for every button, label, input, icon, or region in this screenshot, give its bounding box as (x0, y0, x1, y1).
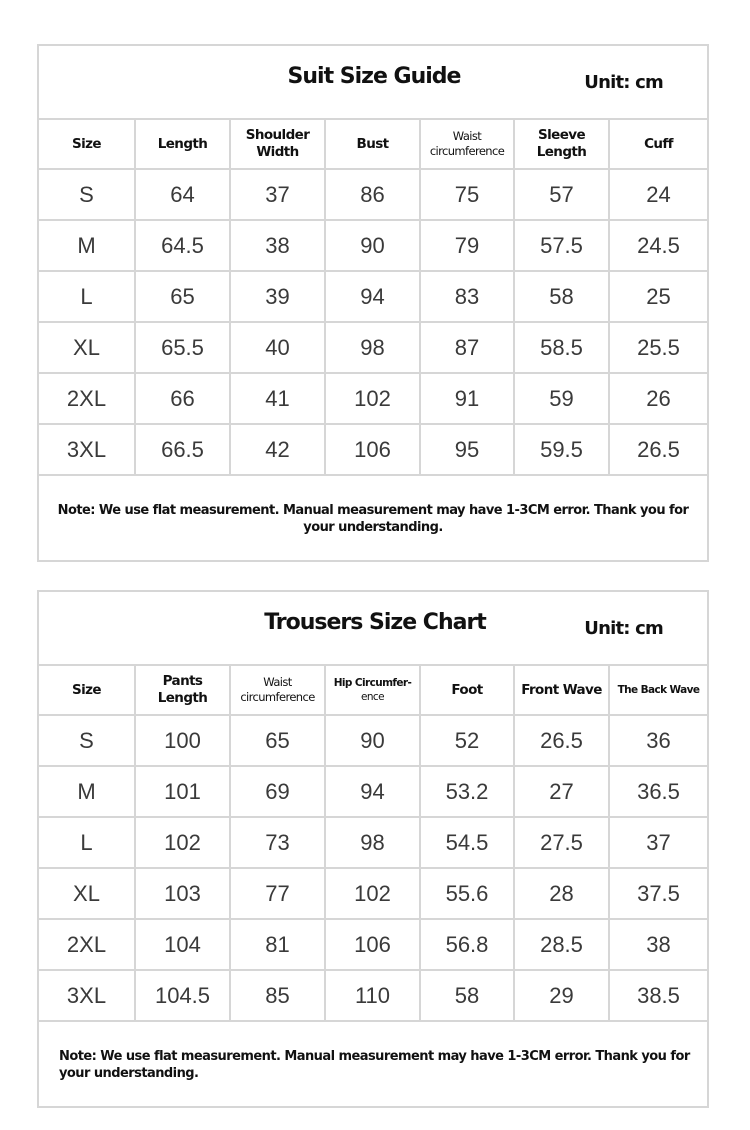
cell-back-wave: 38.5 (609, 970, 707, 1021)
cell-foot: 55.6 (420, 868, 514, 919)
suit-col-bust: Bust (325, 120, 420, 169)
cell-sleeve-length: 58.5 (514, 322, 609, 373)
cell-sleeve-length: 57 (514, 169, 609, 220)
cell-shoulder-width: 37 (230, 169, 325, 220)
trousers-size-chart (37, 590, 709, 1108)
cell-length: 65.5 (135, 322, 230, 373)
cell-cuff: 24 (609, 169, 707, 220)
cell-back-wave: 38 (609, 919, 707, 970)
cell-length: 66.5 (135, 424, 230, 475)
suit-header-row (39, 120, 707, 169)
cell-size: M (39, 766, 135, 817)
cell-pants-length: 102 (135, 817, 230, 868)
cell-size: M (39, 220, 135, 271)
cell-length: 64.5 (135, 220, 230, 271)
cell-length: 65 (135, 271, 230, 322)
trousers-col-pants-length: Pants Length (135, 666, 230, 715)
cell-cuff: 26 (609, 373, 707, 424)
cell-bust: 86 (325, 169, 420, 220)
table-row (39, 271, 707, 322)
cell-bust: 102 (325, 373, 420, 424)
cell-size: XL (39, 322, 135, 373)
cell-size: S (39, 715, 135, 766)
trousers-chart-title: Trousers Size Chart (264, 610, 486, 635)
suit-chart-title: Suit Size Guide (287, 64, 461, 89)
suit-col-shoulder-width: Shoulder Width (230, 120, 325, 169)
cell-bust: 90 (325, 220, 420, 271)
table-row (39, 169, 707, 220)
trousers-unit-label: Unit: cm (584, 618, 663, 639)
cell-length: 66 (135, 373, 230, 424)
table-row (39, 868, 707, 919)
cell-waist: 87 (420, 322, 514, 373)
cell-waist: 91 (420, 373, 514, 424)
cell-size: S (39, 169, 135, 220)
cell-waist: 77 (230, 868, 325, 919)
cell-pants-length: 104.5 (135, 970, 230, 1021)
cell-hip: 106 (325, 919, 420, 970)
suit-title-row (39, 46, 707, 120)
cell-back-wave: 37.5 (609, 868, 707, 919)
cell-waist: 85 (230, 970, 325, 1021)
cell-front-wave: 26.5 (514, 715, 609, 766)
cell-bust: 106 (325, 424, 420, 475)
cell-waist: 75 (420, 169, 514, 220)
cell-shoulder-width: 39 (230, 271, 325, 322)
cell-waist: 79 (420, 220, 514, 271)
cell-front-wave: 27 (514, 766, 609, 817)
cell-front-wave: 28.5 (514, 919, 609, 970)
trousers-col-front-wave: Front Wave (514, 666, 609, 715)
suit-col-size: Size (39, 120, 135, 169)
cell-pants-length: 104 (135, 919, 230, 970)
cell-size: 2XL (39, 919, 135, 970)
suit-size-table (39, 120, 707, 476)
trousers-col-size: Size (39, 666, 135, 715)
trousers-measurement-note: Note: We use flat measurement. Manual measurement may have 1-3CM error. Thank you for your understanding. (59, 1049, 690, 1081)
cell-shoulder-width: 41 (230, 373, 325, 424)
table-row (39, 715, 707, 766)
trousers-col-back-wave: The Back Wave (609, 666, 707, 715)
cell-waist: 73 (230, 817, 325, 868)
trousers-col-foot: Foot (420, 666, 514, 715)
trousers-header-row (39, 666, 707, 715)
cell-size: 2XL (39, 373, 135, 424)
suit-col-cuff: Cuff (609, 120, 707, 169)
table-row (39, 970, 707, 1021)
cell-foot: 53.2 (420, 766, 514, 817)
cell-waist: 81 (230, 919, 325, 970)
cell-hip: 94 (325, 766, 420, 817)
cell-size: 3XL (39, 970, 135, 1021)
trousers-size-table (39, 666, 707, 1022)
cell-sleeve-length: 57.5 (514, 220, 609, 271)
suit-col-sleeve-length: Sleeve Length (514, 120, 609, 169)
cell-cuff: 24.5 (609, 220, 707, 271)
suit-measurement-note: Note: We use flat measurement. Manual measurement may have 1-3CM error. Thank you for your understanding. (57, 503, 689, 535)
cell-shoulder-width: 38 (230, 220, 325, 271)
table-row (39, 424, 707, 475)
cell-bust: 98 (325, 322, 420, 373)
cell-waist: 65 (230, 715, 325, 766)
cell-foot: 52 (420, 715, 514, 766)
cell-foot: 54.5 (420, 817, 514, 868)
cell-pants-length: 103 (135, 868, 230, 919)
table-row (39, 373, 707, 424)
table-row (39, 322, 707, 373)
cell-hip: 102 (325, 868, 420, 919)
cell-length: 64 (135, 169, 230, 220)
cell-cuff: 25.5 (609, 322, 707, 373)
table-row (39, 766, 707, 817)
cell-shoulder-width: 42 (230, 424, 325, 475)
cell-shoulder-width: 40 (230, 322, 325, 373)
cell-sleeve-length: 59.5 (514, 424, 609, 475)
trousers-col-waist: Waist circumference (230, 666, 325, 715)
cell-front-wave: 29 (514, 970, 609, 1021)
cell-hip: 98 (325, 817, 420, 868)
cell-back-wave: 36 (609, 715, 707, 766)
cell-pants-length: 100 (135, 715, 230, 766)
trousers-col-hip: Hip Circumfer- ence (325, 666, 420, 715)
cell-size: L (39, 817, 135, 868)
cell-size: L (39, 271, 135, 322)
cell-front-wave: 27.5 (514, 817, 609, 868)
table-row (39, 817, 707, 868)
cell-waist: 95 (420, 424, 514, 475)
suit-unit-label: Unit: cm (584, 72, 663, 93)
cell-bust: 94 (325, 271, 420, 322)
table-row (39, 220, 707, 271)
cell-pants-length: 101 (135, 766, 230, 817)
cell-waist: 69 (230, 766, 325, 817)
cell-waist: 83 (420, 271, 514, 322)
suit-size-guide (37, 44, 709, 562)
cell-cuff: 25 (609, 271, 707, 322)
cell-back-wave: 37 (609, 817, 707, 868)
cell-hip: 90 (325, 715, 420, 766)
suit-col-length: Length (135, 120, 230, 169)
cell-cuff: 26.5 (609, 424, 707, 475)
cell-sleeve-length: 59 (514, 373, 609, 424)
cell-size: XL (39, 868, 135, 919)
cell-foot: 58 (420, 970, 514, 1021)
trousers-title-row (39, 592, 707, 666)
cell-foot: 56.8 (420, 919, 514, 970)
cell-back-wave: 36.5 (609, 766, 707, 817)
suit-col-waist: Waist circumference (420, 120, 514, 169)
cell-hip: 110 (325, 970, 420, 1021)
cell-front-wave: 28 (514, 868, 609, 919)
cell-size: 3XL (39, 424, 135, 475)
cell-sleeve-length: 58 (514, 271, 609, 322)
table-row (39, 919, 707, 970)
